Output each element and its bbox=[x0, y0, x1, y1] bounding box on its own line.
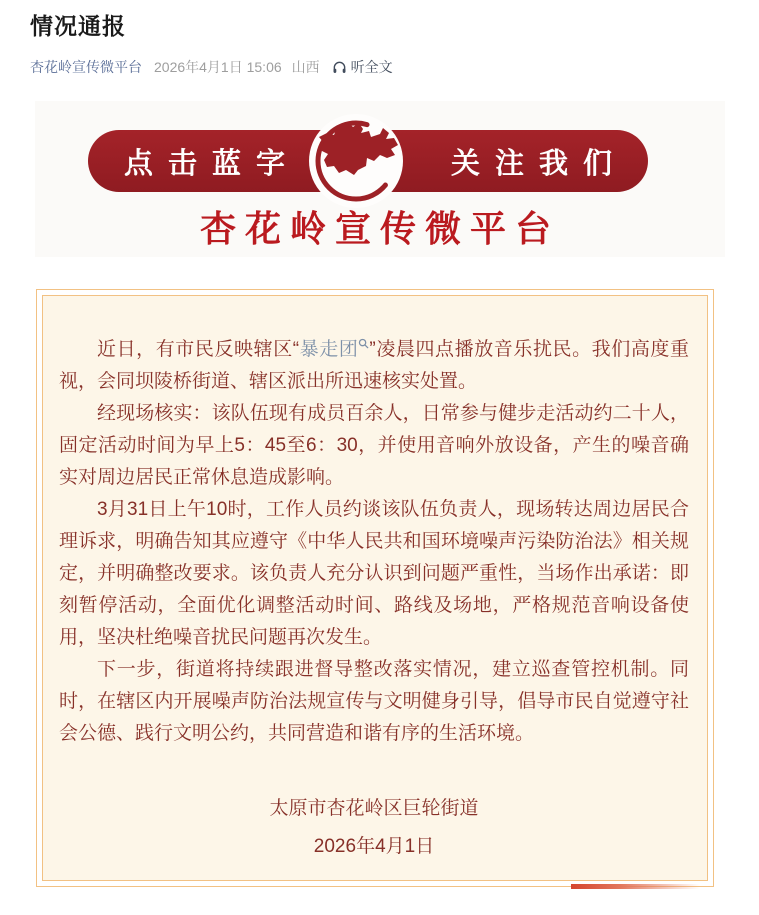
p1-text-after: ”凌晨四点播放音乐扰民。我们高度重视，会同坝陵桥街道、辖区派出所迅速核实处置。 bbox=[59, 339, 689, 392]
search-icon[interactable] bbox=[358, 338, 369, 349]
decorative-gradient-bar bbox=[571, 884, 711, 889]
banner-emblem bbox=[309, 114, 403, 208]
publish-date: 2026年4月1日 15:06 bbox=[154, 59, 282, 75]
notice-box bbox=[36, 289, 714, 887]
baozoutuan-search-link[interactable]: 暴走团 bbox=[299, 339, 359, 360]
ribbon-right-text: 关注我们 bbox=[450, 147, 627, 180]
paragraph-4: 下一步，街道将持续跟进督导整改落实情况，建立巡查管控机制。同时，在辖区内开展噪声防治法规宣传与文明健身引导，倡导市民自觉遵守社会公德、践行文明公约，共同营造和谐有序的生活环境。 bbox=[59, 659, 689, 744]
signature-block bbox=[59, 790, 689, 866]
paragraph-3: 3月31日上午10时，工作人员约谈该队伍负责人，现场转达周边居民合理诉求，明确告知其应遵守《中华人民共和国环境噪声污染防治法》相关规定，并明确整改要求。该负责人充分认识到问题严重性，当场作出承诺：即刻暂停活动，全面优化调整活动时间、路线及场地，严格规范音响设备使用，坚决杜绝噪音扰民问题再次发生。 bbox=[59, 499, 689, 648]
notice-body bbox=[42, 295, 708, 881]
region-label: 山西 bbox=[291, 59, 320, 75]
account-link[interactable]: 杏花岭宣传微平台 bbox=[30, 59, 142, 75]
ribbon-left-text: 点击蓝字 bbox=[123, 147, 300, 180]
banner-subtitle: 杏花岭宣传微平台 bbox=[199, 208, 560, 249]
listen-article-button[interactable] bbox=[332, 57, 393, 77]
headphones-icon bbox=[332, 60, 347, 75]
listen-label: 听全文 bbox=[350, 59, 393, 75]
issue-date: 2026年4月1日 bbox=[313, 836, 435, 857]
banner-ribbon bbox=[88, 130, 648, 192]
paragraph-1 bbox=[59, 334, 689, 398]
byline bbox=[30, 57, 759, 77]
p1-text-before: 近日，有市民反映辖区“ bbox=[97, 339, 300, 360]
paragraph-2: 经现场核实：该队伍现有成员百余人，日常参与健步走活动约二十人，固定活动时间为早上5：45至6：30，并使用音响外放设备，产生的噪音确实对周边居民正常休息造成影响。 bbox=[59, 403, 689, 488]
issuing-authority: 太原市杏花岭区巨轮街道 bbox=[269, 798, 479, 819]
banner-image bbox=[35, 101, 725, 257]
article-title: 情况通报 bbox=[30, 13, 126, 39]
